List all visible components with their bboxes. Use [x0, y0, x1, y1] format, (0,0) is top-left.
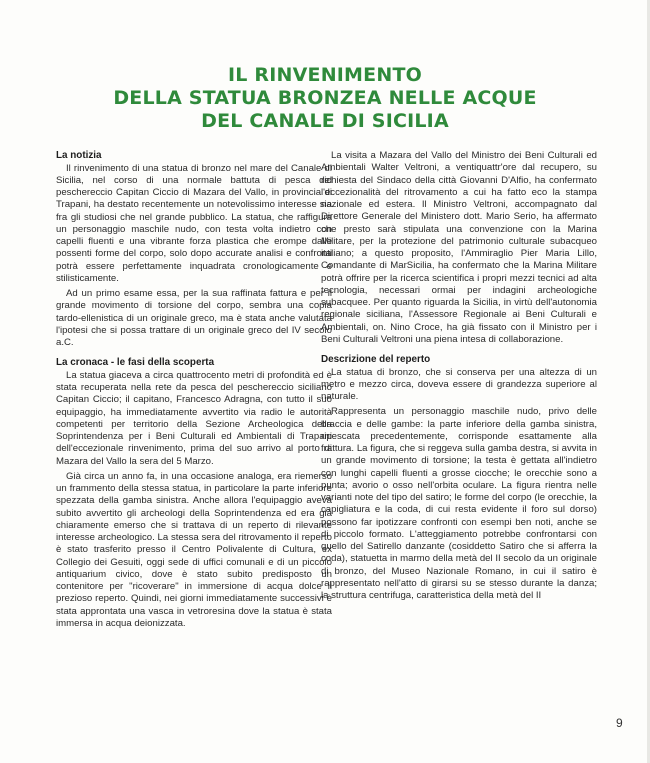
paragraph: Il rinvenimento di una statua di bronzo nel mare del Canale di Sicilia, nel corso di una normale battuta di pesca del peschereccio Capitan Ciccio di Mazara del Vallo, in provincia di Trapani, ha destato recentemente un notevolissimo interesse sia fra gli studiosi che nel grande pubblico. La statua, che raffigura un personaggio maschile nudo, con testa volta indietro con capelli fluenti e una vibrante forza plastica che erompe dalle possenti forme del corpo, solo dopo accurate analisi e confronti potrà essere perfettamente inquadrata cronologicamente e stilisticamente. — [56, 162, 332, 284]
title-line-2: DELLA STATUA BRONZEA NELLE ACQUE — [113, 87, 537, 109]
title-line-1: IL RINVENIMENTO — [228, 64, 422, 86]
section-heading-cronaca: La cronaca - le fasi della scoperta — [56, 357, 215, 369]
paragraph: La statua di bronzo, che si conserva per una altezza di un metro e mezzo circa, doveva essere di grandezza superiore al naturale. — [321, 366, 597, 402]
left-column — [56, 150, 332, 630]
section-heading-notizia: La notizia — [56, 150, 102, 161]
title-line-3: DEL CANALE DI SICILIA — [201, 110, 449, 132]
paragraph: Rappresenta un personaggio maschile nudo, privo delle braccia e delle gambe: la parte inferiore della gamba sinistra, ripescata precedentemente, corrisponde esattamente alla frattura. La figura, che si reggeva sulla gamba destra, si avvita in un grande movimento di torsione; la testa è gettata all'indietro con lunghi capelli fluenti a grosse ciocche; le orecchie sono a punta; avorio o osso nell'orbita oculare. La figura rientra nelle varianti note del tipo del satiro; le forme del corpo (le orecchie, la capigliatura e la coda, di cui resta evidente il foro sul dorso) possono far ipotizzare confronti con esempi ben noti, anche se di piccolo formato. L'atteggiamento potrebbe confrontarsi con quello del Satirello danzante (cosiddetto Satiro che si afferra la coda), statuetta in marmo della metà del II secolo da un originale di bronzo, del Museo Nazionale Romano, in cui il satiro è rappresentato nell'atto di girarsi su se stesso durante la danza; la struttura centrifuga, caratteristica della metà del II — [321, 406, 597, 601]
paragraph: Ad un primo esame essa, per la sua raffinata fattura e per il grande movimento di torsione del corpo, sembra una copia tardo-ellenistica di un originale greco, ma è stata anche valutata l'ipotesi che si possa trattare di un originale greco del IV secolo a.C. — [56, 288, 332, 348]
page-number: 9 — [616, 716, 623, 730]
paragraph: La statua giaceva a circa quattrocento metri di profondità ed è stata recuperata nella rete da pesca del peschereccio siciliano Capitan Ciccio; il capitano, Francesco Adragna, con tutto il suo equipaggio, ha immediatamente avvertito via radio le autorità competenti per territorio della Sezione Archeologica della Soprintendenza per i Beni Culturali ed Ambientali di Trapani dell'eccezionale rinvenimento, prima del suo arrivo al porto di Mazara del Vallo la sera del 5 Marzo. — [56, 369, 332, 467]
article-title — [0, 64, 650, 133]
paragraph: La visita a Mazara del Vallo del Ministro dei Beni Culturali ed Ambientali Walter Veltroni, a ventiquattr'ore dal recupero, su richiesta del Sindaco della città Giovanni D'Alfio, ha confermato l'eccezionalità del ritrovamento a cui ha fatto eco la stampa nazionale ed estera. Il Ministro Veltroni, accompagnato dal Direttore Generale del Ministero dott. Mario Serio, ha affermato che presto sarà stipulata una convenzione con la Marina Militare, per la protezione del patrimonio culturale subacqueo italiano; a questo proposito, l'Ammiraglio Pier Maria Lillo, Comandante di MarSicilia, ha confermato che la Marina Militare potrà offrire per la ricerca scientifica i propri mezzi tecnici ad alta tecnologia, necessari ormai per indagini archeologiche subacquee. Per quanto riguarda la Sicilia, in virtù dell'autonomia regionale siciliana, l'Assessore Regionale ai Beni Culturali e Ambientali, on. Nino Croce, ha già fissato con il Ministro per i Beni Culturali Veltroni una piena intesa di collaborazione. — [321, 150, 597, 345]
section-heading-descrizione: Descrizione del reperto — [321, 354, 431, 365]
right-column — [321, 150, 597, 602]
paragraph: Già circa un anno fa, in una occasione analoga, era riemerso un frammento della stessa statua, in particolare la parte inferiore spezzata della gamba sinistra. Anche allora l'equipaggio aveva subito avvertito gli archeologi della Soprintendenza ed era già chiaramente emerso che si trattava di un reperto di rilevante interesse archeologico. La stessa sera del ritrovamento il reperto è stato trasferito presso il Centro Polivalente di Cultura, ex Collegio dei Gesuiti, oggi sede di uffici comunali e di un piccolo antiquarium civico, dove è stato subito predisposto un contenitore per "ricoverare" in immersione di acqua dolce il prezioso reperto. Quindi, nei giorni immediatamente successivi è stata approntata una vasca in vetroresina dove la statua è stata immersa in acqua deionizzata. — [56, 470, 332, 629]
